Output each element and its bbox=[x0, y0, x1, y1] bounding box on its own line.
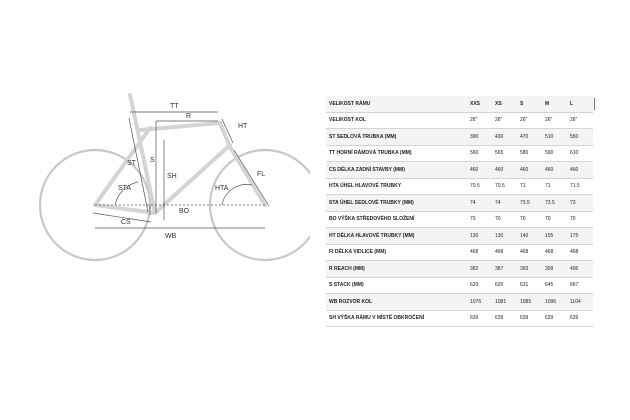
row-label: R REACH (MM) bbox=[326, 261, 469, 278]
table-cell: 550 bbox=[569, 129, 593, 146]
table-cell: 26" bbox=[519, 112, 544, 129]
table-cell: 390 bbox=[469, 129, 494, 146]
table-cell: 620 bbox=[494, 277, 519, 294]
table-cell: 74 bbox=[494, 195, 519, 212]
top-tube bbox=[140, 123, 220, 130]
column-header-frame-size: VELIKOST RÁMU bbox=[326, 96, 469, 112]
label-ht: HT bbox=[238, 123, 248, 130]
column-header-size: XS bbox=[494, 96, 519, 112]
table-cell: 73 bbox=[569, 195, 593, 212]
table-cell: 639 bbox=[519, 310, 544, 327]
table-cell: 1085 bbox=[519, 294, 544, 311]
column-header-size: S bbox=[519, 96, 544, 112]
label-s: S bbox=[150, 157, 155, 164]
label-wb: WB bbox=[165, 233, 177, 240]
table-cell: 71 bbox=[519, 178, 544, 195]
table-cell: 140 bbox=[519, 228, 544, 245]
table-row bbox=[326, 211, 593, 228]
table-cell: 667 bbox=[569, 277, 593, 294]
table-row bbox=[326, 129, 593, 146]
table-cell: 71 bbox=[544, 178, 569, 195]
table-row bbox=[326, 112, 593, 129]
table-cell: 565 bbox=[494, 145, 519, 162]
scroll-marker bbox=[594, 98, 595, 110]
table-cell: 639 bbox=[494, 310, 519, 327]
row-label: ST SEDLOVÁ TRUBKA (MM) bbox=[326, 129, 469, 146]
table-cell: 560 bbox=[469, 145, 494, 162]
label-st: ST bbox=[127, 160, 136, 167]
table-cell: 468 bbox=[569, 244, 593, 261]
table-cell: 639 bbox=[469, 310, 494, 327]
label-fl: FL bbox=[257, 171, 266, 178]
table-cell: 645 bbox=[544, 277, 569, 294]
table-header-row bbox=[326, 96, 593, 112]
table-cell: 393 bbox=[519, 261, 544, 278]
table-cell: 399 bbox=[544, 261, 569, 278]
table-cell: 73.5 bbox=[519, 195, 544, 212]
table-cell: 26" bbox=[469, 112, 494, 129]
row-label: FI DÉLKA VIDLICE (MM) bbox=[326, 244, 469, 261]
table-row bbox=[326, 178, 593, 195]
fl-dimension-line bbox=[234, 150, 269, 206]
table-cell: 639 bbox=[569, 310, 593, 327]
table-cell: 468 bbox=[469, 244, 494, 261]
table-cell: 1096 bbox=[544, 294, 569, 311]
table-cell: 460 bbox=[494, 162, 519, 179]
label-r: R bbox=[186, 113, 192, 120]
table-cell: 510 bbox=[544, 129, 569, 146]
table-cell: 460 bbox=[544, 162, 569, 179]
table-cell: 460 bbox=[519, 162, 544, 179]
table-cell: 620 bbox=[469, 277, 494, 294]
row-label: VELIKOST KOL bbox=[326, 112, 469, 129]
table-cell: 70 bbox=[544, 211, 569, 228]
table-cell: 175 bbox=[569, 228, 593, 245]
table-cell: 74 bbox=[469, 195, 494, 212]
table-row bbox=[326, 162, 593, 179]
label-cs: CS bbox=[121, 219, 131, 226]
row-label: STA ÚHEL SEDLOVÉ TRUBKY (MM) bbox=[326, 195, 469, 212]
head-tube bbox=[220, 123, 230, 147]
row-label: BO VÝŠKA STŘEDOVÉHO SLOŽENÍ bbox=[326, 211, 469, 228]
row-label: SH VÝŠKA RÁMU V MÍSTĚ OBKROČENÍ bbox=[326, 310, 469, 327]
seat-stay bbox=[95, 128, 150, 205]
geometry-table bbox=[326, 96, 593, 327]
table-cell: 71.5 bbox=[569, 178, 593, 195]
table-cell: 70 bbox=[569, 211, 593, 228]
table-cell: 468 bbox=[494, 244, 519, 261]
table-cell: 590 bbox=[544, 145, 569, 162]
chain-stay bbox=[95, 205, 155, 213]
table-row bbox=[326, 145, 593, 162]
table-cell: 470 bbox=[519, 129, 544, 146]
table-row bbox=[326, 261, 593, 278]
table-cell: 70.5 bbox=[469, 178, 494, 195]
table-cell: 387 bbox=[494, 261, 519, 278]
table-row bbox=[326, 244, 593, 261]
label-sh: SH bbox=[167, 173, 177, 180]
column-header-size: XXS bbox=[469, 96, 494, 112]
table-cell: 406 bbox=[569, 261, 593, 278]
table-cell: 155 bbox=[544, 228, 569, 245]
table-cell: 468 bbox=[519, 244, 544, 261]
table-cell: 70 bbox=[519, 211, 544, 228]
table-cell: 26" bbox=[544, 112, 569, 129]
column-header-size: M bbox=[544, 96, 569, 112]
table-cell: 1076 bbox=[469, 294, 494, 311]
table-cell: 1081 bbox=[494, 294, 519, 311]
table-cell: 610 bbox=[569, 145, 593, 162]
table-row bbox=[326, 277, 593, 294]
table-cell: 70 bbox=[469, 211, 494, 228]
table-cell: 430 bbox=[494, 129, 519, 146]
row-label: S STACK (MM) bbox=[326, 277, 469, 294]
table-row bbox=[326, 228, 593, 245]
table-cell: 26" bbox=[569, 112, 593, 129]
table-cell: 460 bbox=[469, 162, 494, 179]
table-cell: 70 bbox=[494, 211, 519, 228]
bike-geometry-diagram bbox=[0, 0, 310, 420]
column-header-size: L bbox=[569, 96, 593, 112]
row-label: TT HORNÍ RÁMOVÁ TRUBKA (MM) bbox=[326, 145, 469, 162]
table-cell: 468 bbox=[544, 244, 569, 261]
table-cell: 1104 bbox=[569, 294, 593, 311]
seat-post bbox=[130, 95, 135, 118]
table-cell: 580 bbox=[519, 145, 544, 162]
label-sta: STA bbox=[118, 185, 132, 192]
table-cell: 130 bbox=[494, 228, 519, 245]
label-hta: HTA bbox=[215, 185, 229, 192]
table-row bbox=[326, 294, 593, 311]
label-tt: TT bbox=[170, 103, 179, 110]
table-cell: 460 bbox=[569, 162, 593, 179]
table-cell: 639 bbox=[544, 310, 569, 327]
table-cell: 382 bbox=[469, 261, 494, 278]
row-label: HTA ÚHEL HLAVOVÉ TRUBKY bbox=[326, 178, 469, 195]
row-label: HT DÉLKA HLAVOVÉ TRUBKY (MM) bbox=[326, 228, 469, 245]
table-cell: 73.5 bbox=[544, 195, 569, 212]
table-cell: 70.5 bbox=[494, 178, 519, 195]
row-label: CS DÉLKA ZADNÍ STAVBY (MM) bbox=[326, 162, 469, 179]
table-row bbox=[326, 310, 593, 327]
table-cell: 631 bbox=[519, 277, 544, 294]
table-row bbox=[326, 195, 593, 212]
table-cell: 26" bbox=[494, 112, 519, 129]
label-bo: BO bbox=[179, 208, 190, 215]
row-label: WB ROZVOR KOL bbox=[326, 294, 469, 311]
table-cell: 130 bbox=[469, 228, 494, 245]
